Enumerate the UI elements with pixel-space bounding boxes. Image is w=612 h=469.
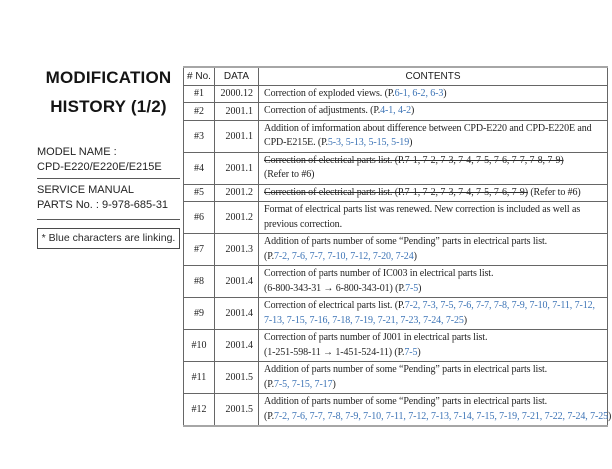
- table-row: [184, 362, 608, 394]
- row-contents-cell: [259, 103, 608, 121]
- manual-type-label: SERVICE MANUAL: [37, 184, 134, 196]
- page-link[interactable]: 7-5: [405, 282, 419, 294]
- plain-text: (P.: [264, 378, 274, 390]
- row-date-cell: 2001.3: [215, 234, 259, 266]
- plain-text: ): [411, 105, 415, 116]
- plain-text: previous correction.: [264, 218, 342, 230]
- plain-text: Addition of parts number of some “Pending” parts in electrical parts list.: [264, 236, 548, 247]
- contents-line: [264, 186, 602, 201]
- model-name-value: CPD-E220/E220E/E215E: [37, 160, 180, 179]
- plain-text: ): [608, 410, 612, 422]
- row-contents-cell: [259, 266, 608, 298]
- row-number-cell: #10: [184, 330, 215, 362]
- page-link[interactable]: 7-5, 7-15, 7-17: [273, 378, 333, 390]
- linking-note-box: [37, 228, 180, 249]
- contents-line: [264, 168, 602, 183]
- plain-text: ): [417, 346, 421, 358]
- page-link[interactable]: 7-13, 7-15, 7-16, 7-18, 7-19, 7-21, 7-23, 7-24, 7-25: [264, 314, 464, 326]
- col-header-no: # No.: [184, 67, 215, 85]
- plain-text: ): [332, 378, 336, 390]
- row-date-cell: 2001.5: [215, 394, 259, 427]
- row-number-cell: #5: [184, 184, 215, 202]
- contents-line: [264, 122, 602, 137]
- row-date-cell: 2001.4: [215, 266, 259, 298]
- contents-line: [264, 136, 602, 151]
- contents-line: [264, 346, 602, 361]
- plain-text: ): [409, 137, 413, 148]
- table-row: [184, 330, 608, 362]
- plain-text: Correction of parts number of IC003 in electrical parts list.: [264, 268, 494, 279]
- plain-text: Correction of adjustments. (P.: [264, 105, 381, 116]
- plain-text: Format of electrical parts list was renewed. New correction is included as well as: [264, 204, 581, 215]
- row-contents-cell: [259, 298, 608, 330]
- page-link[interactable]: 6-1, 6-2, 6-3: [394, 87, 444, 99]
- row-number-cell: #3: [184, 120, 215, 152]
- row-date-cell: 2001.2: [215, 184, 259, 202]
- row-contents-cell: [259, 394, 612, 427]
- plain-text: (1-251-598-11 → 1-451-524-11) (P.: [264, 346, 405, 358]
- table-row: [184, 298, 608, 330]
- contents-line: [264, 104, 602, 119]
- table-header-row: [184, 67, 608, 85]
- history-table-body: [184, 85, 612, 426]
- table-row: [184, 234, 608, 266]
- plain-text: CPD-E215E. (P.: [264, 137, 328, 148]
- contents-line: [264, 363, 602, 378]
- table-row: [184, 266, 608, 298]
- page-link[interactable]: 7-5: [404, 346, 418, 358]
- plain-text: (Refer to #6): [264, 169, 315, 180]
- contents-line: [264, 218, 602, 233]
- row-contents-cell: [259, 152, 608, 184]
- plain-text: Correction of parts number of J001 in electrical parts list.: [264, 332, 488, 343]
- row-number-cell: #8: [184, 266, 215, 298]
- row-date-cell: 2001.2: [215, 202, 259, 234]
- contents-line: [264, 250, 602, 265]
- row-contents-cell: [259, 202, 608, 234]
- model-name-label: MODEL NAME :: [37, 146, 117, 158]
- plain-text: (Refer to #6): [527, 186, 581, 198]
- table-row: [184, 202, 608, 234]
- row-number-cell: #9: [184, 298, 215, 330]
- row-number-cell: #6: [184, 202, 215, 234]
- table-row: [184, 120, 608, 152]
- plain-text: ): [443, 87, 447, 99]
- row-contents-cell: [259, 120, 608, 152]
- contents-line: [264, 235, 602, 250]
- page-title: [37, 63, 180, 121]
- plain-text: (6-800-343-31 → 6-800-343-01) (P.: [264, 282, 406, 294]
- row-number-cell: #12: [184, 394, 215, 427]
- row-date-cell: 2001.4: [215, 330, 259, 362]
- table-row: [184, 85, 608, 103]
- contents-line: [264, 314, 602, 329]
- history-table-wrap: [183, 66, 612, 427]
- history-table: [183, 66, 612, 427]
- page-link[interactable]: 4-1, 4-2: [380, 105, 412, 116]
- plain-text: Correction of exploded views. (P.: [264, 87, 395, 99]
- linking-note-text: * Blue characters are linking.: [41, 232, 176, 244]
- struck-text: Correction of electrical parts list. (P.7-1, 7-2, 7-3, 7-4, 7-5, 7-6, 7-9): [264, 186, 528, 198]
- row-contents-cell: [259, 330, 608, 362]
- row-date-cell: 2000.12: [215, 85, 259, 103]
- contents-line: [264, 378, 602, 393]
- struck-text: Correction of electrical parts list. (P.7-1, 7-2, 7-3, 7-4, 7-5, 7-6, 7-7, 7-8, 7-9): [264, 154, 564, 166]
- row-date-cell: 2001.4: [215, 298, 259, 330]
- contents-line: [264, 299, 602, 314]
- row-contents-cell: [259, 234, 608, 266]
- plain-text: (P.: [264, 250, 274, 262]
- page-link[interactable]: 7-2, 7-6, 7-7, 7-8, 7-9, 7-10, 7-11, 7-12, 7-13, 7-14, 7-15, 7-19, 7-21, 7-22, 7-24, 7-25: [273, 410, 608, 422]
- contents-line: [264, 395, 602, 410]
- model-info-block: [37, 145, 180, 249]
- table-row: [184, 103, 608, 121]
- plain-text: Correction of electrical parts list. (P.: [264, 300, 405, 311]
- row-number-cell: #7: [184, 234, 215, 266]
- contents-line: [264, 410, 612, 425]
- plain-text: ): [463, 314, 468, 326]
- page-title-line1: MODIFICATION: [45, 68, 172, 87]
- plain-text: Addition of parts number of some “Pending” parts in electrical parts list.: [264, 364, 548, 375]
- table-row: [184, 184, 608, 202]
- page-link[interactable]: 7-2, 7-3, 7-5, 7-6, 7-7, 7-8, 7-9, 7-10, 7-11, 7-12,: [404, 300, 595, 311]
- contents-line: [264, 267, 602, 282]
- row-number-cell: #4: [184, 152, 215, 184]
- row-date-cell: 2001.5: [215, 362, 259, 394]
- table-row: [184, 152, 608, 184]
- page-title-line2: HISTORY (1/2): [50, 97, 167, 116]
- page-link[interactable]: 7-2, 7-6, 7-7, 7-10, 7-12, 7-20, 7-24: [273, 250, 414, 262]
- contents-line: [264, 282, 602, 297]
- row-number-cell: #1: [184, 85, 215, 103]
- left-panel: [37, 63, 180, 249]
- parts-no-label: PARTS No. : 9-978-685-31: [37, 198, 180, 220]
- row-contents-cell: [259, 184, 608, 202]
- table-row: [184, 394, 608, 427]
- row-number-cell: #2: [184, 103, 215, 121]
- contents-line: [264, 331, 602, 346]
- row-number-cell: #11: [184, 362, 215, 394]
- contents-line: [264, 154, 602, 169]
- page-link[interactable]: 5-3, 5-13, 5-15, 5-19: [327, 137, 410, 148]
- plain-text: ): [413, 250, 417, 262]
- contents-line: [264, 203, 602, 218]
- plain-text: Addition of parts number of some “Pending” parts in electrical parts list.: [264, 396, 548, 407]
- row-date-cell: 2001.1: [215, 103, 259, 121]
- row-contents-cell: [259, 85, 608, 103]
- contents-line: [264, 87, 602, 102]
- plain-text: Addition of imformation about difference between CPD-E220 and CPD-E220E and: [264, 122, 592, 134]
- plain-text: (P.: [264, 410, 274, 422]
- row-contents-cell: [259, 362, 608, 394]
- col-header-data: DATA: [215, 67, 259, 85]
- row-date-cell: 2001.1: [215, 120, 259, 152]
- col-header-contents: CONTENTS: [259, 67, 608, 85]
- plain-text: ): [418, 282, 422, 294]
- row-date-cell: 2001.1: [215, 152, 259, 184]
